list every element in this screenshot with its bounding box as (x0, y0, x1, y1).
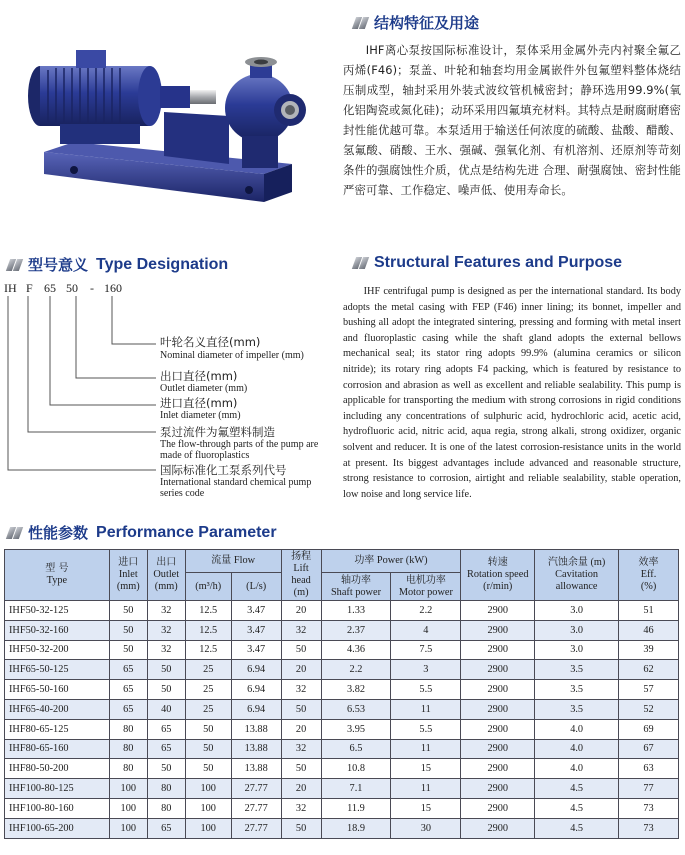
table-cell: 4.0 (535, 739, 619, 759)
table-cell: 20 (281, 719, 321, 739)
table-cell: 2900 (461, 601, 535, 621)
table-cell: 51 (619, 601, 679, 621)
table-cell: 13.88 (231, 739, 281, 759)
table-cell: 25 (185, 699, 231, 719)
th-speed: 转速 Rotation speed (r/min) (461, 550, 535, 601)
table-cell: 65 (147, 818, 185, 838)
table-cell: 50 (281, 818, 321, 838)
type-designation-title-en: Type Designation (96, 255, 229, 273)
table-cell-type: IHF50-32-125 (5, 601, 110, 621)
table-row (5, 640, 679, 660)
table-cell: 100 (185, 798, 231, 818)
table-cell: 3.0 (535, 620, 619, 640)
table-cell: 2900 (461, 699, 535, 719)
features-en-heading (352, 254, 622, 272)
table-row (5, 699, 679, 719)
table-cell: 13.88 (231, 719, 281, 739)
table-cell: 2900 (461, 680, 535, 700)
label-material-cn: 泵过流件为氟塑料制造 (160, 425, 275, 439)
table-cell: 50 (185, 759, 231, 779)
th-type: 型 号 Type (5, 550, 110, 601)
label-outlet-cn: 出口直径(mm) (160, 369, 238, 383)
table-cell: 11.9 (321, 798, 391, 818)
table-cell: 32 (147, 620, 185, 640)
features-cn-paragraph: IHF离心泵按国际标准设计，泵体采用金属外壳内衬聚全氟乙丙烯(F46)；泵盖、叶轮和轴套均用金属嵌件外包氟塑料整体烧结压制成型，轴封采用外装式波纹管机械密封；静环选用99.9%(氧化铝陶瓷或氮化硅)；动环采用四氟填充材料。其特点是耐腐耐磨密封性能优越可靠。本泵适用于输送任何浓度的硫酸、盐酸、醋酸、氢氟酸、硝酸、王水、强碱、强氧化剂、有机溶剂、还原剂等苛刻条件的强腐蚀性介质，优点是结构先进 合理、耐强腐蚀、密封性能严密可靠、工作稳定、噪声低、使用寿命长。 (343, 43, 681, 197)
table-row (5, 601, 679, 621)
table-cell: 11 (391, 699, 461, 719)
table-cell: 50 (147, 660, 185, 680)
table-row (5, 779, 679, 799)
table-cell: 2900 (461, 620, 535, 640)
table-cell: 77 (619, 779, 679, 799)
table-cell: 80 (147, 779, 185, 799)
table-cell: 65 (109, 699, 147, 719)
table-cell: 80 (109, 719, 147, 739)
type-connector-lines (0, 0, 160, 480)
table-cell: 12.5 (185, 620, 231, 640)
th-outlet: 出口 Outlet (mm) (147, 550, 185, 601)
th-shaft-power: 轴功率 Shaft power (321, 573, 391, 601)
table-cell: 6.53 (321, 699, 391, 719)
table-cell: 11 (391, 739, 461, 759)
table-cell: 4.36 (321, 640, 391, 660)
table-row (5, 660, 679, 680)
code-series: IH (4, 281, 17, 295)
table-cell: 65 (109, 680, 147, 700)
table-cell: 69 (619, 719, 679, 739)
table-cell: 2900 (461, 818, 535, 838)
table-cell: 80 (109, 739, 147, 759)
table-cell: 3.5 (535, 660, 619, 680)
table-cell: 4.5 (535, 818, 619, 838)
table-cell: 4.0 (535, 719, 619, 739)
table-cell: 27.77 (231, 779, 281, 799)
code-material: F (26, 281, 33, 295)
th-power: 功率 Power (kW) (321, 550, 461, 573)
label-material-en2: made of fluoroplastics (160, 450, 250, 461)
th-efficiency: 效率 Eff. (%) (619, 550, 679, 601)
table-cell: 62 (619, 660, 679, 680)
table-cell: 40 (147, 699, 185, 719)
label-impeller-en: Nominal diameter of impeller (mm) (160, 350, 304, 361)
table-cell: 50 (109, 620, 147, 640)
table-cell-type: IHF65-50-160 (5, 680, 110, 700)
features-en-paragraph: IHF centrifugal pump is designed as per the international standard. Its body adopts the metal casing with FEP (F46) inner lining; its bonnet, impeller and bushing all adopt the integrated sintering, pressing and forming with metal insert and fluoroplastic casing while the shaft gland adopts the external bellows mechanical seal; its stator ring adopts 99.9% (alumina ceramics or silicon nitride); its rotary ring adopts F4 packing, which is featured by resistance to corrosion and abrasion as well as excellent and reliable sealability. This pump is applicable for transporting the medium with strong corrosions in rigid conditions including any concentrations of sulphuric acid, hydrochloric acid, acetic acid, hydrofluoric acid, nitric acid, aqua regia, strong alkali, strong oxidizer, organic solvent and reducer. It is one of the latest corrosion-resistance units in the world at present. Its biggest advantages include advanced and reasonable structure, strong resistance to corrosion, airtight and reliable sealability, stable operation, low noise and long service life. (343, 286, 681, 500)
table-cell: 32 (281, 620, 321, 640)
table-cell: 13.88 (231, 759, 281, 779)
table-cell: 11 (391, 779, 461, 799)
table-cell-type: IHF100-80-125 (5, 779, 110, 799)
table-cell: 4 (391, 620, 461, 640)
table-cell: 4.5 (535, 779, 619, 799)
th-motor-power: 电机功率 Motor power (391, 573, 461, 601)
table-cell: 50 (109, 640, 147, 660)
table-cell: 50 (147, 680, 185, 700)
table-cell: 32 (281, 798, 321, 818)
table-cell: 10.8 (321, 759, 391, 779)
table-cell: 7.1 (321, 779, 391, 799)
label-inlet-en: Inlet diameter (mm) (160, 410, 241, 421)
label-outlet-en: Outlet diameter (mm) (160, 383, 248, 394)
performance-title-en: Performance Parameter (96, 523, 277, 541)
table-cell: 4.5 (535, 798, 619, 818)
table-cell-type: IHF50-32-160 (5, 620, 110, 640)
code-outlet: 50 (66, 281, 78, 295)
table-cell: 2.2 (321, 660, 391, 680)
table-cell: 3.0 (535, 640, 619, 660)
table-cell: 63 (619, 759, 679, 779)
table-cell: 20 (281, 779, 321, 799)
table-cell: 25 (185, 660, 231, 680)
table-cell: 57 (619, 680, 679, 700)
table-row (5, 818, 679, 838)
table-row (5, 739, 679, 759)
table-cell: 65 (147, 719, 185, 739)
performance-table (4, 549, 679, 839)
table-cell: 52 (619, 699, 679, 719)
table-cell-type: IHF65-40-200 (5, 699, 110, 719)
table-cell: 100 (109, 798, 147, 818)
table-cell: 80 (147, 798, 185, 818)
table-cell: 80 (109, 759, 147, 779)
table-cell: 1.33 (321, 601, 391, 621)
table-cell: 20 (281, 660, 321, 680)
table-cell: 32 (281, 739, 321, 759)
performance-heading (6, 522, 277, 543)
table-cell: 50 (281, 640, 321, 660)
table-cell: 3.47 (231, 640, 281, 660)
table-cell-type: IHF80-50-200 (5, 759, 110, 779)
table-cell: 2.2 (391, 601, 461, 621)
table-cell: 67 (619, 739, 679, 759)
features-cn-title: 结构特征及用途 (374, 14, 480, 32)
table-cell: 50 (185, 719, 231, 739)
table-cell: 7.5 (391, 640, 461, 660)
table-cell: 100 (185, 818, 231, 838)
table-cell: 6.94 (231, 699, 281, 719)
table-cell: 100 (109, 818, 147, 838)
table-cell: 2900 (461, 640, 535, 660)
table-cell: 32 (147, 601, 185, 621)
code-dash: - (90, 281, 94, 295)
table-cell: 6.5 (321, 739, 391, 759)
th-head: 扬程 Lift head (m) (281, 550, 321, 601)
table-cell: 27.77 (231, 798, 281, 818)
table-row (5, 759, 679, 779)
label-series-en2: series code (160, 488, 205, 499)
th-inlet: 进口 Inlet (mm) (109, 550, 147, 601)
table-cell: 2900 (461, 759, 535, 779)
table-cell: 32 (281, 680, 321, 700)
table-cell: 46 (619, 620, 679, 640)
label-series-en1: International standard chemical pump (160, 477, 312, 488)
section-bullet-icon (352, 16, 368, 30)
table-cell: 3.82 (321, 680, 391, 700)
th-cavitation: 汽蚀余量 (m) Cavitation allowance (535, 550, 619, 601)
table-row (5, 620, 679, 640)
table-cell: 50 (281, 699, 321, 719)
table-cell: 25 (185, 680, 231, 700)
table-cell: 27.77 (231, 818, 281, 838)
section-bullet-icon (6, 526, 22, 540)
code-impeller: 160 (104, 281, 122, 295)
table-cell: 3 (391, 660, 461, 680)
features-cn-heading (352, 12, 487, 33)
table-cell: 15 (391, 798, 461, 818)
label-impeller-cn: 叶轮名义直径(mm) (160, 335, 261, 349)
table-cell: 5.5 (391, 680, 461, 700)
table-cell: 3.47 (231, 620, 281, 640)
table-cell: 2900 (461, 719, 535, 739)
table-cell-type: IHF50-32-200 (5, 640, 110, 660)
table-cell: 32 (147, 640, 185, 660)
table-cell: 2900 (461, 798, 535, 818)
table-cell: 2900 (461, 779, 535, 799)
table-cell: 3.95 (321, 719, 391, 739)
table-cell: 100 (109, 779, 147, 799)
th-flow-ls: (L/s) (231, 573, 281, 601)
table-row (5, 680, 679, 700)
table-cell: 6.94 (231, 660, 281, 680)
type-designation-title-cn: 型号意义 (28, 256, 89, 274)
table-cell: 15 (391, 759, 461, 779)
table-cell: 30 (391, 818, 461, 838)
section-bullet-icon (352, 256, 368, 270)
table-cell: 73 (619, 798, 679, 818)
table-cell: 50 (185, 739, 231, 759)
table-cell: 50 (109, 601, 147, 621)
table-cell-type: IHF80-65-125 (5, 719, 110, 739)
table-cell: 4.0 (535, 759, 619, 779)
label-material-en1: The flow-through parts of the pump are (160, 439, 319, 450)
table-cell: 73 (619, 818, 679, 838)
table-cell: 3.47 (231, 601, 281, 621)
table-cell-type: IHF100-65-200 (5, 818, 110, 838)
th-flow: 流量 Flow (185, 550, 281, 573)
table-cell: 3.0 (535, 601, 619, 621)
table-cell: 65 (109, 660, 147, 680)
table-row (5, 719, 679, 739)
code-inlet: 65 (44, 281, 56, 295)
table-cell: 50 (147, 759, 185, 779)
table-cell: 5.5 (391, 719, 461, 739)
table-cell: 12.5 (185, 640, 231, 660)
table-cell: 100 (185, 779, 231, 799)
th-flow-m3h: (m³/h) (185, 573, 231, 601)
table-cell: 39 (619, 640, 679, 660)
table-cell-type: IHF100-80-160 (5, 798, 110, 818)
table-cell: 2900 (461, 660, 535, 680)
table-row (5, 798, 679, 818)
table-cell: 2900 (461, 739, 535, 759)
table-cell: 50 (281, 759, 321, 779)
table-cell: 20 (281, 601, 321, 621)
table-cell-type: IHF80-65-160 (5, 739, 110, 759)
table-cell: 18.9 (321, 818, 391, 838)
table-cell: 3.5 (535, 699, 619, 719)
table-cell-type: IHF65-50-125 (5, 660, 110, 680)
table-cell: 2.37 (321, 620, 391, 640)
features-en-title: Structural Features and Purpose (374, 254, 623, 271)
table-cell: 12.5 (185, 601, 231, 621)
table-cell: 6.94 (231, 680, 281, 700)
performance-title-cn: 性能参数 (28, 524, 89, 542)
table-cell: 65 (147, 739, 185, 759)
label-series-cn: 国际标准化工泵系列代号 (160, 463, 287, 477)
table-cell: 3.5 (535, 680, 619, 700)
label-inlet-cn: 进口直径(mm) (160, 396, 238, 410)
